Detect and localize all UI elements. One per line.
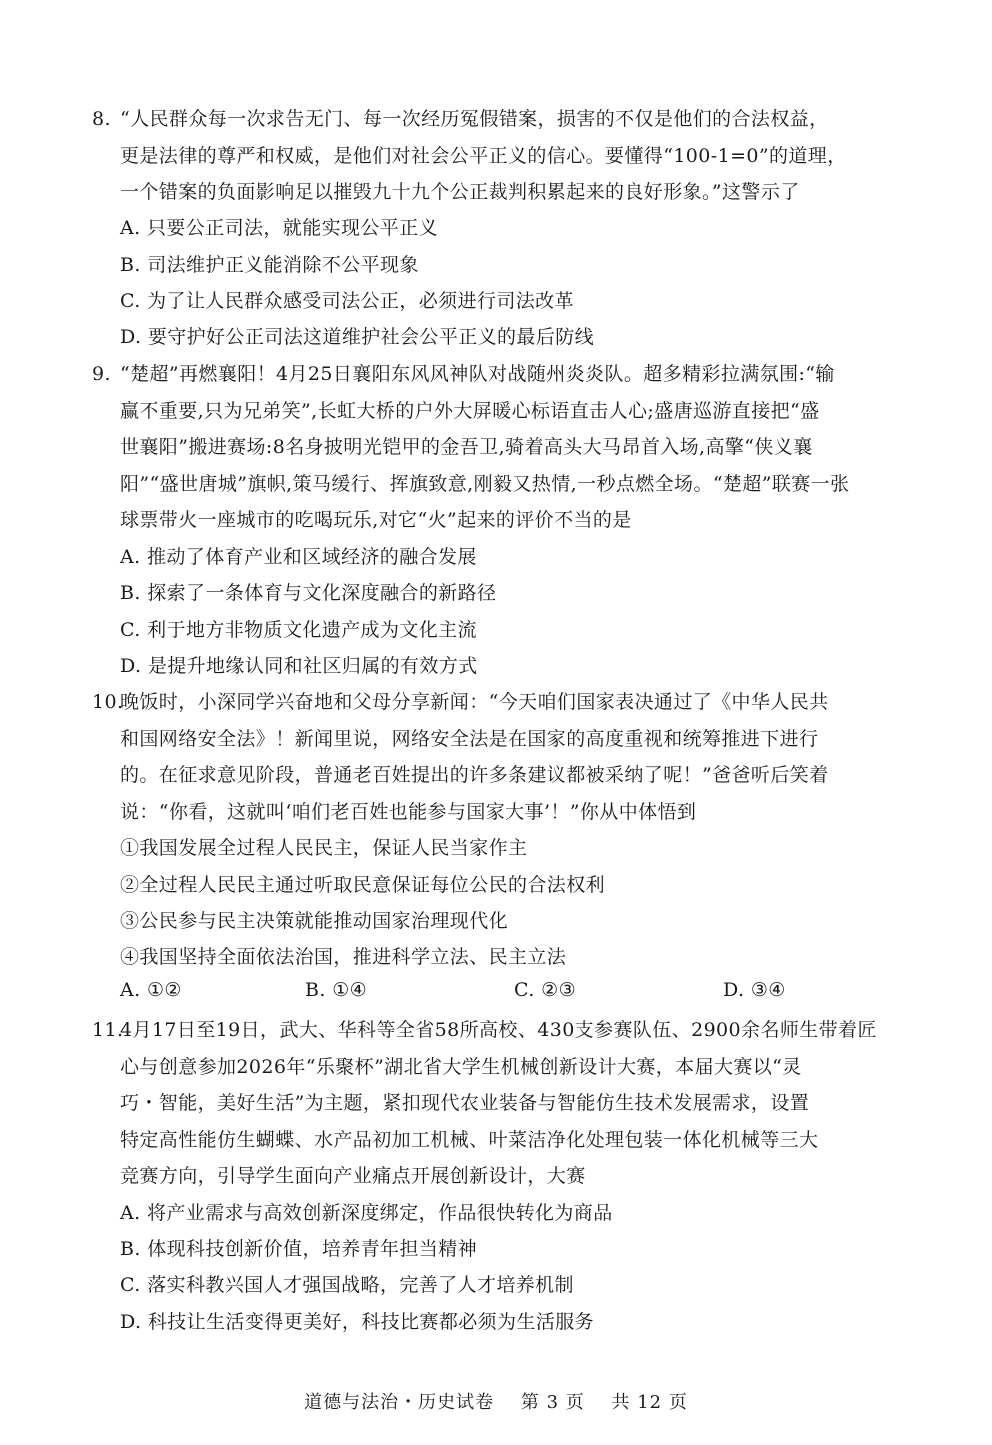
question-9-line-2: 赢不重要,只为兄弟笑”,长虹大桥的户外大屏暖心标语直击人心;盛唐巡游直接把“盛	[120, 400, 820, 422]
question-10-line-1: 10.晚饭时，小深同学兴奋地和父母分享新闻：“今天咱们国家表决通过了《中华人民共	[92, 691, 829, 713]
question-8-line-1: 8. “人民群众每一次求告无门、每一次经历冤假错案，损害的不仅是他们的合法权益，	[92, 108, 829, 130]
option-d[interactable]: D. 要守护好公正司法这道维护社会公平正义的最后防线	[120, 326, 595, 348]
footer-total-pages: 共 12 页	[611, 1392, 688, 1413]
statement-4: ④我国坚持全面依法治国，推进科学立法、民主立法	[120, 946, 567, 968]
option-a[interactable]: A. 只要公正司法，就能实现公平正义	[120, 217, 439, 239]
option-c[interactable]: C. 落实科教兴国人才强国战略，完善了人才培养机制	[120, 1274, 574, 1296]
statement-2: ②全过程人民民主通过听取民意保证每位公民的合法权利	[120, 874, 606, 896]
question-11-line-1: 11.4月17日至19日，武大、华科等全省58所高校、430支参赛队伍、2900余名师生带着匠	[92, 1019, 877, 1041]
option-a[interactable]: A. ①②	[120, 979, 182, 1001]
option-b[interactable]: B. 探索了一条体育与文化深度融合的新路径	[120, 582, 497, 604]
question-11-line-5: 竞赛方向，引导学生面向产业痛点开展创新设计，大赛	[120, 1165, 586, 1187]
page-footer	[0, 1388, 992, 1414]
option-d[interactable]: D. 是提升地缘认同和社区归属的有效方式	[120, 655, 478, 677]
option-d[interactable]: D. ③④	[723, 979, 786, 1001]
question-10-line-3: 的。在征求意见阶段，普通老百姓提出的许多条建议都被采纳了呢！”爸爸听后笑着	[120, 764, 829, 786]
option-a[interactable]: A. 将产业需求与高效创新深度绑定，作品很快转化为商品	[120, 1202, 613, 1224]
option-b[interactable]: B. ①④	[305, 979, 368, 1001]
question-11-line-3: 巧・智能，美好生活”为主题，紧扣现代农业装备与智能仿生技术发展需求，设置	[120, 1092, 810, 1114]
question-8-line-3: 一个错案的负面影响足以摧毁九十九个公正裁判积累起来的良好形象。”这警示了	[120, 181, 800, 203]
option-c[interactable]: C. ②③	[514, 979, 577, 1001]
question-number: 8.	[92, 108, 111, 130]
question-10-line-2: 和国网络安全法》！新闻里说，网络安全法是在国家的高度重视和统筹推进下进行	[120, 728, 819, 750]
question-11-line-2: 心与创意参加2026年“乐聚杯”湖北省大学生机械创新设计大赛，本届大赛以“灵	[120, 1056, 802, 1078]
option-c[interactable]: C. 利于地方非物质文化遗产成为文化主流	[120, 619, 477, 641]
question-10-line-4: 说：“你看，这就叫‘咱们老百姓也能参与国家大事’！”你从中体悟到	[120, 801, 697, 823]
question-number: 9.	[92, 363, 111, 385]
footer-page-number: 第 3 页	[520, 1392, 585, 1413]
question-8-line-2: 更是法律的尊严和权威，是他们对社会公平正义的信心。要懂得“100-1=0”的道理，	[120, 145, 847, 167]
question-9-line-4: 阳”“盛世唐城”旗帜,策马缓行、挥旗致意,刚毅又热情,一秒点燃全场。“楚超”联赛一张	[120, 473, 850, 495]
question-9-line-3: 世襄阳”搬进赛场:8名身披明光铠甲的金吾卫,骑着高头大马昂首入场,高擎“侠义襄	[120, 436, 813, 458]
question-number: 11.	[92, 1019, 124, 1041]
option-a[interactable]: A. 推动了体育产业和区域经济的融合发展	[120, 546, 477, 568]
statement-3: ③公民参与民主决策就能推动国家治理现代化	[120, 910, 509, 932]
option-d[interactable]: D. 科技让生活变得更美好，科技比赛都必须为生活服务	[120, 1311, 595, 1333]
question-9-line-5: 球票带火一座城市的吃喝玩乐,对它“火”起来的评价不当的是	[120, 509, 632, 531]
option-c[interactable]: C. 为了让人民群众感受司法公正，必须进行司法改革	[120, 290, 574, 312]
footer-title: 道德与法治・历史试卷	[304, 1392, 495, 1413]
question-9-line-1: 9. “楚超”再燃襄阳！4月25日襄阳东风风神队对战随州炎炎队。超多精彩拉满氛围:“输	[92, 363, 835, 385]
option-b[interactable]: B. 司法维护正义能消除不公平现象	[120, 254, 419, 276]
statement-1: ①我国发展全过程人民民主，保证人民当家作主	[120, 837, 528, 859]
option-b[interactable]: B. 体现科技创新价值，培养青年担当精神	[120, 1238, 478, 1260]
question-number: 10.	[92, 691, 124, 713]
question-11-line-4: 特定高性能仿生蝴蝶、水产品初加工机械、叶菜洁净化处理包装一体化机械等三大	[120, 1129, 819, 1151]
